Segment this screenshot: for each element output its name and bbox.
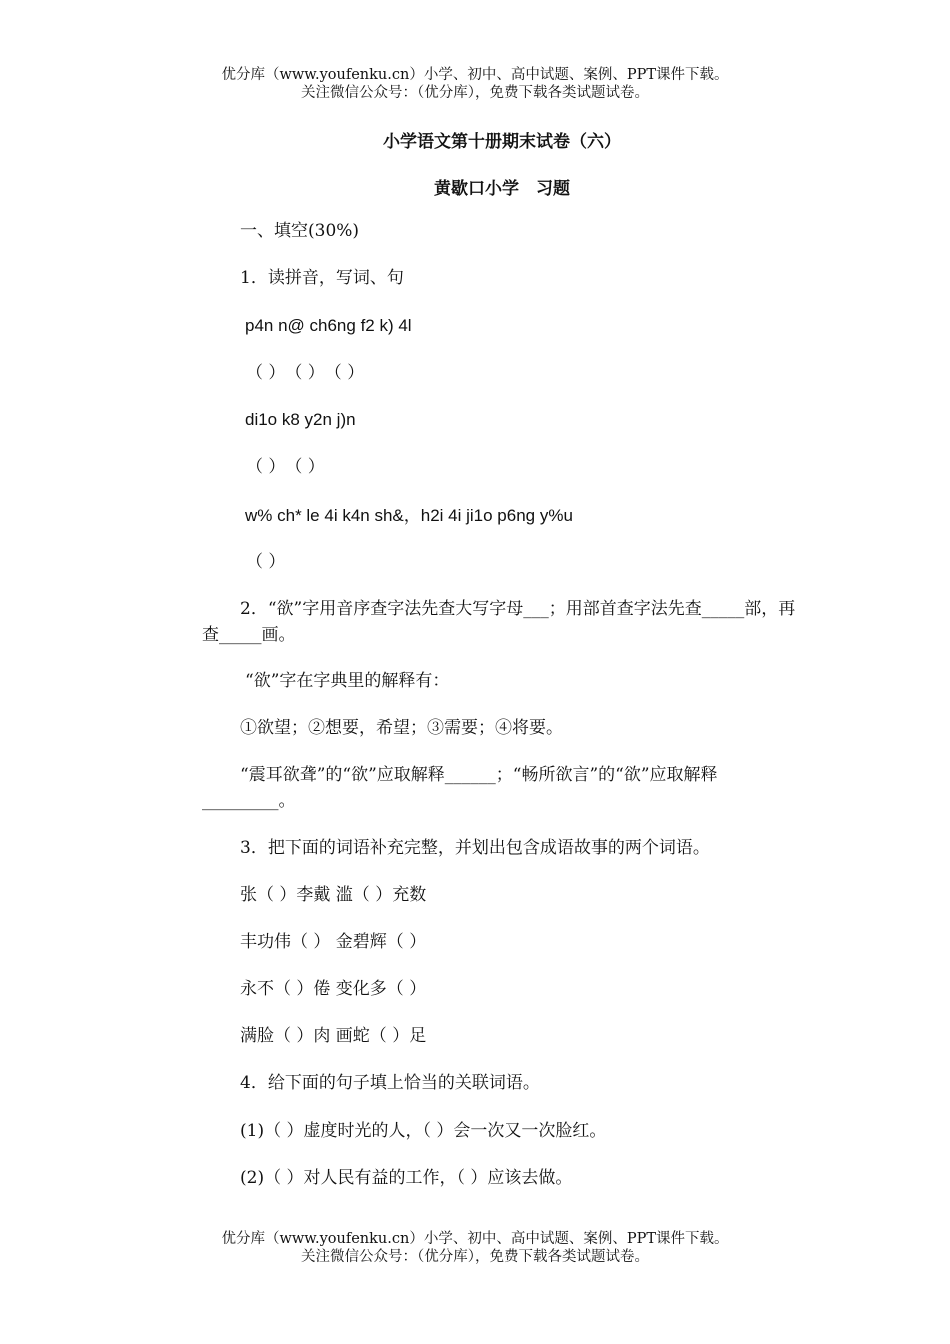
idiom-row: 张（ ）李戴 滥（ ）充数 [240,885,427,905]
section-heading: 一、填空(30%) [240,221,360,241]
question-2-question: “震耳欲聋”的“欲”应取解释______；“畅所欲言”的“欲”应取解释_________。 [202,765,718,811]
question-3-label: 3．把下面的词语补充完整，并划出包含成语故事的两个词语。 [240,838,710,858]
header-line-2: 关注微信公众号：（优分库），免费下载各类试题试卷。 [301,85,649,101]
answer-blanks-2: （ ） （ ） [246,457,325,477]
footer-line-1: 优分库（www.youfenku.cn）小学、初中、高中试题、案例、PPT课件下载。 [221,1231,729,1247]
page-header [0,66,950,102]
sentence-item: (2)（ ）对人民有益的工作，（ ）应该去做。 [240,1168,573,1188]
idiom-row: 永不（ ）倦 变化多（ ） [240,979,427,999]
idiom-row: 满脸（ ）肉 画蛇（ ）足 [240,1026,427,1046]
pinyin-line-1: p4n n@ ch6ng f2 k) 4l [245,316,412,335]
sentence-item: (1)（ ）虚度时光的人，（ ）会一次又一次脸红。 [240,1121,607,1141]
pinyin-line-2: di1o k8 y2n j)n [245,410,356,429]
question-2-text: 2．“欲”字用音序查字法先查大写字母___；用部首查字法先查_____部，再查_____画。 [202,599,796,645]
page-subtitle: 黄歇口小学 习题 [434,179,570,199]
idiom-row: 丰功伟（ ） 金碧辉（ ） [240,932,427,952]
page-footer [0,1230,950,1266]
footer-line-2: 关注微信公众号：（优分库），免费下载各类试题试卷。 [301,1249,649,1265]
page-title: 小学语文第十册期末试卷（六） [383,132,621,152]
header-line-1: 优分库（www.youfenku.cn）小学、初中、高中试题、案例、PPT课件下载。 [221,67,729,83]
question-4-label: 4．给下面的句子填上恰当的关联词语。 [240,1073,540,1093]
question-2-meanings: ①欲望；②想要，希望；③需要；④将要。 [240,718,563,738]
question-1-label: 1．读拼音，写词、句 [240,268,404,288]
answer-blanks-3: （ ） [246,552,286,572]
pinyin-line-3: w% ch* le 4i k4n sh&，h2i 4i ji1o p6ng y%u [245,506,573,525]
answer-blanks-1: （ ） （ ） （ ） [246,363,365,383]
question-2-intro: “欲”字在字典里的解释有： [245,671,450,691]
